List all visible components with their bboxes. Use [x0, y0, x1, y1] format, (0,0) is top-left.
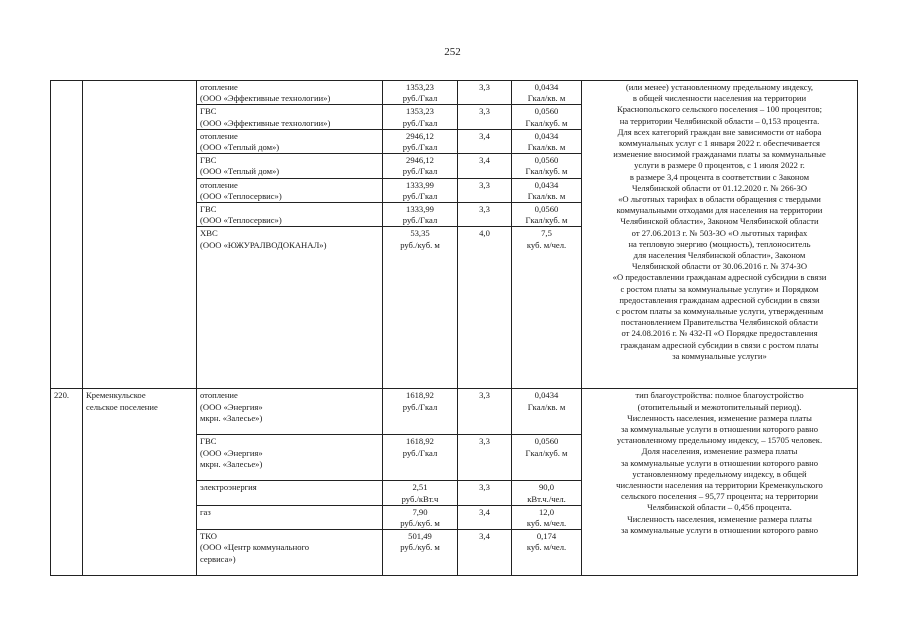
resource-cell-line: (ООО «Центр коммунального — [200, 542, 310, 553]
note-cell-line: для населения Челябинской области», Законом — [633, 250, 806, 261]
index-cell: 3,4 — [458, 505, 512, 529]
norm-cell — [512, 203, 582, 227]
tariff-cell-line: 1618,92 — [406, 436, 434, 447]
norm-cell-line: 0,0560 — [534, 436, 559, 447]
norm-cell-line: 0,0560 — [534, 106, 559, 117]
resource-cell — [197, 389, 383, 435]
tariff-cell — [383, 530, 458, 576]
tariff-cell-line: руб./Гкал — [402, 166, 438, 177]
note-cell-line: за коммунальные услуги в отношении которого равно — [620, 457, 819, 468]
settlement-name-line: сельское поселение — [86, 401, 158, 412]
norm-cell-line: Гкал/куб. м — [525, 215, 568, 226]
tariff-cell-line: 1353,23 — [406, 106, 434, 117]
note-cell-line: гражданам адресной субсидии в связи с ростом платы — [620, 339, 819, 350]
resource-cell-line: (ООО «Теплосервис») — [200, 190, 282, 201]
tariff-cell — [383, 227, 458, 389]
norm-cell-line: куб. м/чел. — [526, 239, 567, 250]
note-cell-line: на территории Челябинской области – 0,153 процента. — [619, 115, 820, 126]
tariff-cell-line: 501,49 — [408, 531, 432, 542]
note-cell-line: на тепловую энергию (мощность), теплоноситель — [628, 238, 811, 249]
norm-cell-line: куб. м/чел. — [526, 542, 567, 553]
note-cell-line: численности населения на территории Кременкульского — [616, 480, 823, 491]
norm-cell-line: 0,0434 — [534, 130, 559, 141]
page-number: 252 — [444, 46, 461, 58]
resource-cell — [197, 530, 383, 576]
tariff-cell — [383, 435, 458, 481]
note-cell-line: (или менее) установленному предельному индексу, — [625, 82, 814, 92]
tariff-cell-line: руб./Гкал — [402, 117, 438, 128]
norm-cell — [512, 505, 582, 529]
tariff-cell-line: 2946,12 — [406, 130, 434, 141]
norm-cell — [512, 154, 582, 178]
norm-cell-line: Гкал/кв. м — [527, 93, 566, 104]
note-cell-line: Численность населения, изменение размера платы — [627, 513, 812, 524]
note-cell — [582, 81, 858, 389]
resource-cell-line: сервиса») — [200, 553, 236, 564]
resource-cell-line: ГВС — [200, 436, 217, 447]
resource-cell — [197, 105, 383, 129]
resource-cell-line: (ООО «Эффективные технологии») — [200, 93, 331, 104]
norm-cell — [512, 129, 582, 153]
norm-cell — [512, 530, 582, 576]
resource-cell — [197, 129, 383, 153]
resource-cell-line: ХВС — [200, 228, 218, 239]
note-cell-line: с ростом платы за коммунальные услуги, утвержденным — [615, 306, 824, 317]
tariff-cell — [383, 81, 458, 105]
norm-cell — [512, 481, 582, 505]
norm-cell-line: 0,0434 — [534, 390, 559, 401]
resource-cell — [197, 203, 383, 227]
tariff-cell-line: 7,90 — [412, 506, 428, 517]
note-cell-line: Численность населения, изменение размера платы — [627, 412, 812, 423]
tariff-cell-line: руб./куб. м — [400, 542, 440, 553]
resource-cell-line: ГВС — [200, 204, 217, 215]
index-cell: 3,3 — [458, 81, 512, 105]
index-cell: 3,3 — [458, 105, 512, 129]
resource-cell-line: газ — [200, 506, 211, 517]
tariff-cell-line: руб./Гкал — [402, 401, 438, 412]
note-cell-line: предоставления гражданам адресной субсидии в связи — [619, 294, 820, 305]
note-cell-line: Челябинской области от 30.06.2016 г. № 374-ЗО — [631, 261, 808, 272]
norm-cell — [512, 435, 582, 481]
note-cell-line: Для всех категорий граждан вне зависимости от набора — [617, 126, 822, 137]
tariff-cell-line: руб./Гкал — [402, 142, 438, 153]
norm-cell-line: 0,0434 — [534, 179, 559, 190]
note-cell-line: (отопительный и межотопительный период). — [637, 401, 802, 412]
norm-cell-line: Гкал/кв. м — [527, 190, 566, 201]
resource-cell-line: (ООО «Теплосервис») — [200, 215, 282, 226]
tariff-cell-line: руб./куб. м — [400, 239, 440, 250]
note-cell-line: изменение вносимой гражданами платы за коммунальные — [613, 149, 826, 160]
norm-cell-line: 0,0560 — [534, 155, 559, 166]
note-cell-line: коммунальных услуг с 1 января 2022 г. обеспечивается — [619, 138, 820, 149]
resource-cell-line: электроэнергия — [200, 482, 257, 493]
tariff-table — [50, 80, 858, 576]
resource-cell-line: отопление — [200, 130, 238, 141]
tariff-cell-line: 1333,99 — [406, 179, 434, 190]
table-body — [51, 81, 858, 576]
index-cell: 3,4 — [458, 530, 512, 576]
note-cell-line: коммунальными отходами для населения на территории — [616, 205, 823, 216]
norm-cell — [512, 105, 582, 129]
note-cell-line: за коммунальные услуги в отношении которого равно — [620, 424, 819, 435]
resource-cell-line: (ООО «Энергия» — [200, 401, 263, 412]
resource-cell-line: (ООО «Теплый дом») — [200, 142, 280, 153]
norm-cell-line: Гкал/куб. м — [525, 447, 568, 458]
tariff-cell — [383, 105, 458, 129]
norm-cell-line: 0,0434 — [534, 82, 559, 92]
norm-cell-line: 90,0 — [538, 482, 555, 493]
note-cell-line: в размере 3,4 процента в соответствии с Законом — [629, 171, 810, 182]
tariff-cell-line: 53,35 — [410, 228, 430, 239]
resource-cell-line: ГВС — [200, 155, 217, 166]
resource-cell — [197, 505, 383, 529]
norm-cell-line: 12,0 — [538, 506, 555, 517]
index-cell: 3,4 — [458, 154, 512, 178]
norm-cell — [512, 227, 582, 389]
settlement-name — [83, 389, 197, 576]
note-cell-line: с ростом платы за коммунальные услуги» и Порядком — [620, 283, 819, 294]
resource-cell-line: мкрн. «Залесье») — [200, 458, 263, 469]
resource-cell — [197, 178, 383, 202]
tariff-cell — [383, 203, 458, 227]
tariff-cell-line: руб./кВт.ч — [401, 493, 439, 504]
tariff-cell-line: руб./куб. м — [400, 518, 440, 529]
resource-cell-line: (ООО «Энергия» — [200, 447, 263, 458]
note-cell-line: Челябинской области от 01.12.2020 г. № 266-ЗО — [631, 182, 808, 193]
note-cell-line: от 24.08.2016 г. № 432-П «О Порядке предоставления — [621, 328, 818, 339]
note-cell-line: от 27.06.2013 г. № 503-ЗО «О льготных тарифах — [631, 227, 808, 238]
resource-cell — [197, 81, 383, 105]
note-cell-line: тип благоустройства: полное благоустройство — [635, 390, 804, 401]
resource-cell — [197, 227, 383, 389]
index-cell: 4,0 — [458, 227, 512, 389]
note-cell-line: постановлением Правительства Челябинской области — [621, 317, 818, 328]
tariff-cell — [383, 178, 458, 202]
resource-cell-line: отопление — [200, 390, 238, 401]
note-cell-line: за коммунальные услуги в отношении которого равно — [620, 524, 819, 535]
note-cell-line: Краснопольского сельского поселения – 100 процентов; — [616, 104, 822, 115]
note-cell-line: услуги в размере 0 процентов, с 1 июля 2022 г. — [634, 160, 805, 171]
index-cell: 3,3 — [458, 203, 512, 227]
tariff-cell-line: 2,51 — [412, 482, 428, 493]
tariff-cell-line: руб./Гкал — [402, 93, 438, 104]
tariff-cell-line: руб./Гкал — [402, 447, 438, 458]
norm-cell-line: Гкал/куб. м — [525, 117, 568, 128]
resource-cell-line: ГВС — [200, 106, 217, 117]
tariff-cell — [383, 129, 458, 153]
index-cell: 3,4 — [458, 129, 512, 153]
norm-cell-line: куб. м/чел. — [526, 518, 567, 529]
norm-cell-line: Гкал/куб. м — [525, 166, 568, 177]
resource-cell-line: отопление — [200, 82, 238, 92]
norm-cell — [512, 389, 582, 435]
tariff-cell-line: 2946,12 — [406, 155, 434, 166]
index-cell: 3,3 — [458, 481, 512, 505]
index-cell: 3,3 — [458, 389, 512, 435]
tariff-cell — [383, 154, 458, 178]
note-cell-line: в общей численности населения на территории — [632, 93, 807, 104]
norm-cell-line: 7,5 — [541, 228, 552, 239]
note-cell-line: «О льготных тарифах в области обращения с твердыми — [618, 194, 821, 205]
note-cell-line: сельского поселения – 95,77 процента; на территории — [621, 491, 818, 502]
norm-cell-line: 0,174 — [536, 531, 557, 542]
resource-cell-line: отопление — [200, 179, 238, 190]
row-number — [51, 81, 83, 389]
tariff-cell-line: 1333,99 — [406, 204, 434, 215]
resource-cell — [197, 481, 383, 505]
tariff-cell — [383, 389, 458, 435]
resource-cell — [197, 154, 383, 178]
tariff-cell-line: руб./Гкал — [402, 190, 438, 201]
note-cell-line: установленному предельному индексу, в общей — [632, 468, 807, 479]
settlement-name-line: Кременкульское — [86, 390, 146, 401]
table-row — [51, 81, 858, 105]
norm-cell-line: кВт.ч./чел. — [527, 493, 566, 504]
note-cell — [582, 389, 858, 576]
norm-cell — [512, 81, 582, 105]
norm-cell — [512, 178, 582, 202]
note-cell-line: установленному предельному индексу, – 15705 человек. — [616, 435, 823, 446]
note-cell-line: за коммунальные услуги» — [672, 350, 767, 361]
row-number-text: 220. — [54, 390, 70, 401]
table-row — [51, 389, 858, 435]
note-cell-line: Челябинской области – 0,456 процента. — [647, 502, 792, 513]
note-cell-line: Доля населения, изменение размера платы — [641, 446, 798, 457]
resource-cell-line: (ООО «ЮЖУРАЛВОДОКАНАЛ») — [200, 239, 327, 250]
settlement-name — [83, 81, 197, 389]
row-number — [51, 389, 83, 576]
tariff-cell — [383, 505, 458, 529]
norm-cell-line: Гкал/кв. м — [527, 401, 566, 412]
norm-cell-line: 0,0560 — [534, 204, 559, 215]
tariff-cell-line: 1353,23 — [406, 82, 434, 92]
tariff-cell-line: руб./Гкал — [402, 215, 438, 226]
tariff-cell-line: 1618,92 — [406, 390, 434, 401]
norm-cell-line: Гкал/кв. м — [527, 142, 566, 153]
index-cell: 3,3 — [458, 178, 512, 202]
resource-cell-line: мкрн. «Залесье») — [200, 412, 263, 423]
resource-cell-line: (ООО «Эффективные технологии») — [200, 117, 331, 128]
tariff-cell — [383, 481, 458, 505]
index-cell: 3,3 — [458, 435, 512, 481]
resource-cell-line: (ООО «Теплый дом») — [200, 166, 280, 177]
note-cell-line: «О предоставлении гражданам адресной субсидии в связи — [612, 272, 827, 283]
note-cell-line: Челябинской области», Законом Челябинской области — [620, 216, 819, 227]
resource-cell-line: ТКО — [200, 531, 217, 542]
resource-cell — [197, 435, 383, 481]
